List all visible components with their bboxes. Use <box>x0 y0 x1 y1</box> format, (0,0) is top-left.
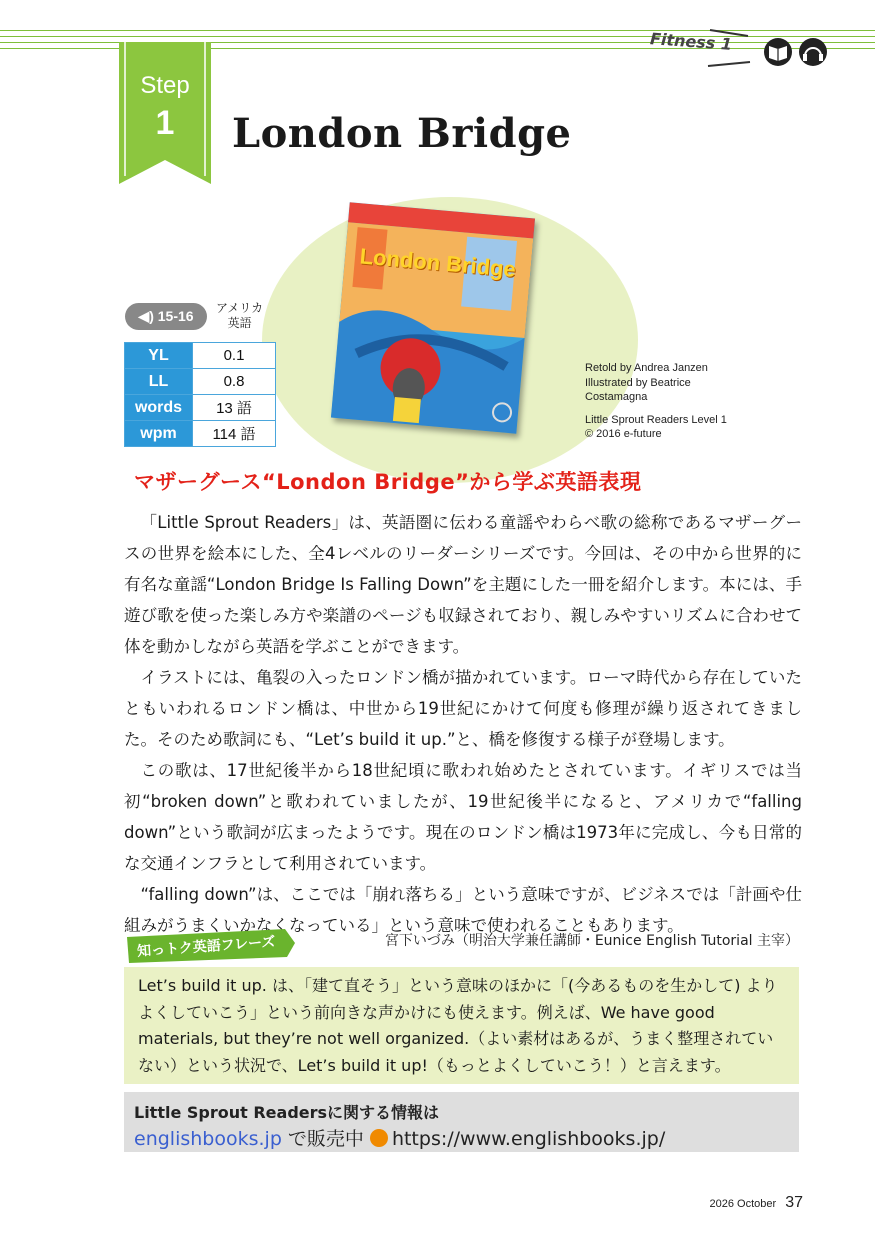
step-ribbon <box>119 42 211 184</box>
step-number: 1 <box>155 104 175 142</box>
url-link[interactable]: https://www.englishbooks.jp/ <box>391 1128 666 1150</box>
article-paragraph: この歌は、17世紀後半から18世紀頃に歌われ始めたとされています。イギリスでは当初“broken down”と歌われていましたが、19世紀後半になると、アメリカで“falling down”という歌詞が広まったようです。現在のロンドン橋は1973年に完成し、今も日常的な交通インフラとして利用されています。 <box>124 761 802 873</box>
phrase-text: Let’s build it up. は、「建て直そう」という意味のほかに「(今あるものを生かして) よりよくしていこう」という前向きな声かけにも使えます。例えば、We have good materials, but they’re not well organized.（よい素材はあるが、うまく整理されていない）という状況で、Let’s build it up!（もっとよくしていこう！）と言えます。 <box>138 976 778 1075</box>
stats-key: wpm <box>125 421 193 447</box>
credit-copyright: © 2016 e-future <box>585 428 662 440</box>
credit-author: Retold by Andrea Janzen <box>585 362 708 374</box>
web-icon <box>370 1129 388 1147</box>
book-cover <box>331 202 535 433</box>
stats-value: 0.1 <box>193 343 276 369</box>
info-line <box>134 1124 665 1151</box>
stats-value: 0.8 <box>193 369 276 395</box>
book-icon <box>764 38 792 66</box>
stats-row <box>125 395 276 421</box>
credit-illustrator-name: Costamagna <box>585 391 648 403</box>
book-cover-title: London Bridge <box>358 243 517 282</box>
sold-label: で販売中 <box>281 1128 364 1150</box>
stats-row <box>125 369 276 395</box>
stats-key: YL <box>125 343 193 369</box>
phrase-tag <box>127 929 295 963</box>
info-heading: Little Sprout Readersに関する情報は <box>134 1103 440 1122</box>
page-number: 37 <box>785 1194 803 1211</box>
stats-row <box>125 343 276 369</box>
issue-label: 2026 October <box>709 1198 777 1210</box>
article-paragraph: “falling down”は、ここでは「崩れ落ちる」という意味ですが、ビジネスでは「計画や仕組みがうまくいかなくなっている」という意味で使われることもあります。 <box>124 885 802 935</box>
stats-value: 114 語 <box>193 421 276 447</box>
article-paragraph: 「Little Sprout Readers」は、英語圏に伝わる童謡やわらべ歌の総称であるマザーグースの世界を絵本にした、全4レベルのリーダーシリーズです。今回は、その中から世界的に有名な童謡“London Bridge Is Falling Down”を主題にした一冊を紹介します。本には、手遊び歌を使った楽しみ方や楽譜のページも収録されており、親しみやすいリズムに合わせて体を動かしながら英語を学ぶことができます。 <box>124 513 802 656</box>
stats-value: 13 語 <box>193 395 276 421</box>
page-footer <box>709 1194 803 1212</box>
credit-illustrator: Illustrated by Beatrice <box>585 376 691 389</box>
stats-key: words <box>125 395 193 421</box>
speaker-icon: ◀) <box>138 308 154 324</box>
stats-row <box>125 421 276 447</box>
credit-series: Little Sprout Readers Level 1 <box>585 413 727 426</box>
site-link[interactable]: englishbooks.jp <box>134 1128 282 1150</box>
fitness-tag <box>648 24 848 74</box>
fitness-label: Fitness 1 <box>649 29 733 54</box>
headphones-icon <box>799 38 827 66</box>
english-type-line: 英語 <box>227 316 252 330</box>
page-title: London Bridge <box>232 110 572 157</box>
english-type-line: アメリカ <box>216 301 264 315</box>
info-bar <box>124 1092 799 1152</box>
stats-table <box>124 342 276 447</box>
article-body <box>124 507 802 941</box>
audio-track-badge <box>125 303 207 330</box>
stats-key: LL <box>125 369 193 395</box>
step-label: Step <box>140 72 190 99</box>
phrase-tag-label: 知っトク英語フレーズ <box>136 934 276 960</box>
book-credits <box>585 361 727 442</box>
english-type <box>216 301 263 331</box>
article-paragraph: イラストには、亀裂の入ったロンドン橋が描かれています。ローマ時代から存在していたともいわれるロンドン橋は、中世から19世紀にかけて何度も修理が繰り返されてきました。そのため歌詞にも、“Let’s build it up.”と、橋を修復する様子が登場します。 <box>124 668 802 749</box>
audio-track-number: 15-16 <box>157 308 194 324</box>
article-author: 宮下いづみ（明治大学兼任講師・Eunice English Tutorial 主宰） <box>384 933 799 949</box>
article-subtitle: マザーグース“London Bridge”から学ぶ英語表現 <box>134 470 642 494</box>
